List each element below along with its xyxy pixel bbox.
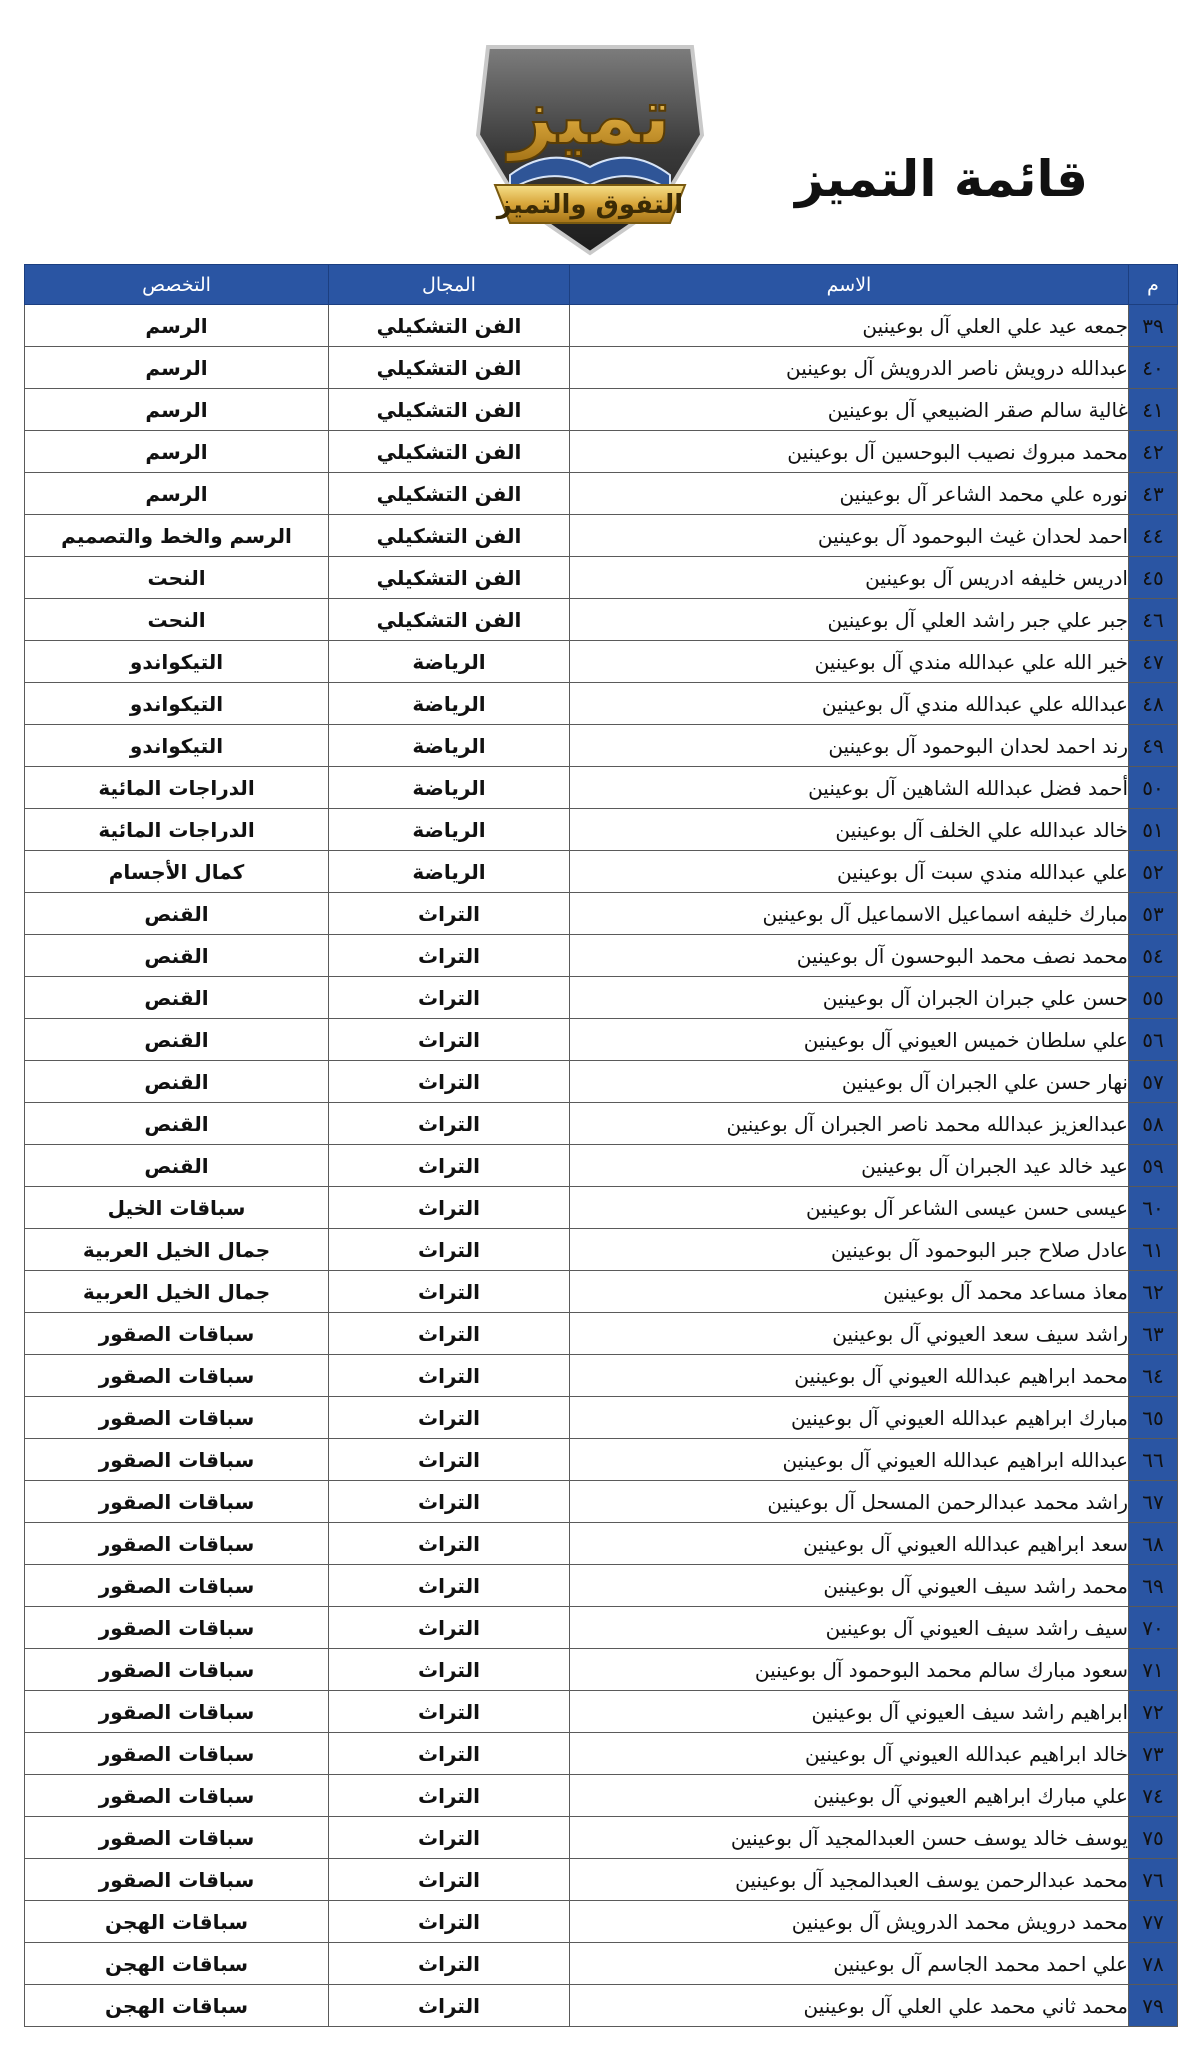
logo-sub-text: التفوق والتميز (496, 190, 684, 220)
table-row (25, 1775, 1178, 1817)
row-field: التراث (329, 1271, 570, 1313)
row-number: ٧٦ (1129, 1859, 1178, 1901)
table-row (25, 1565, 1178, 1607)
row-number: ٧٣ (1129, 1733, 1178, 1775)
row-specialization: سباقات الخيل (25, 1187, 329, 1229)
table-row (25, 893, 1178, 935)
row-name: أحمد فضل عبدالله الشاهين آل بوعينين (570, 767, 1129, 809)
row-specialization: القنص (25, 1061, 329, 1103)
row-number: ٧٢ (1129, 1691, 1178, 1733)
row-name: محمد عبدالرحمن يوسف العبدالمجيد آل بوعينين (570, 1859, 1129, 1901)
page-header (0, 0, 1200, 262)
table-row (25, 1019, 1178, 1061)
row-specialization: القنص (25, 893, 329, 935)
row-name: نهار حسن علي الجبران آل بوعينين (570, 1061, 1129, 1103)
row-specialization: التيكواندو (25, 725, 329, 767)
row-name: عبدالعزيز عبدالله محمد ناصر الجبران آل بوعينين (570, 1103, 1129, 1145)
row-number: ٥٤ (1129, 935, 1178, 977)
table-row (25, 1691, 1178, 1733)
row-name: جبر علي جبر راشد العلي آل بوعينين (570, 599, 1129, 641)
row-number: ٧٨ (1129, 1943, 1178, 1985)
row-specialization: الرسم (25, 305, 329, 347)
row-name: محمد نصف محمد البوحسون آل بوعينين (570, 935, 1129, 977)
row-field: التراث (329, 1943, 570, 1985)
row-number: ٧٠ (1129, 1607, 1178, 1649)
row-name: علي مبارك ابراهيم العيوني آل بوعينين (570, 1775, 1129, 1817)
row-specialization: جمال الخيل العربية (25, 1229, 329, 1271)
row-field: التراث (329, 1565, 570, 1607)
row-number: ٦٦ (1129, 1439, 1178, 1481)
row-field: الفن التشكيلي (329, 347, 570, 389)
row-specialization: الدراجات المائية (25, 767, 329, 809)
row-number: ٤٨ (1129, 683, 1178, 725)
row-specialization: سباقات الصقور (25, 1313, 329, 1355)
row-specialization: الرسم (25, 389, 329, 431)
table-row (25, 347, 1178, 389)
row-number: ٤٢ (1129, 431, 1178, 473)
row-specialization: كمال الأجسام (25, 851, 329, 893)
table-row (25, 1901, 1178, 1943)
row-specialization: سباقات الصقور (25, 1607, 329, 1649)
row-name: مبارك ابراهيم عبدالله العيوني آل بوعينين (570, 1397, 1129, 1439)
row-number: ٤٠ (1129, 347, 1178, 389)
row-name: محمد درويش محمد الدرويش آل بوعينين (570, 1901, 1129, 1943)
table-row (25, 683, 1178, 725)
row-number: ٥٩ (1129, 1145, 1178, 1187)
table-row (25, 1313, 1178, 1355)
table-row (25, 1817, 1178, 1859)
table-row (25, 977, 1178, 1019)
row-number: ٦٣ (1129, 1313, 1178, 1355)
row-specialization: القنص (25, 935, 329, 977)
table-row (25, 725, 1178, 767)
row-field: التراث (329, 1187, 570, 1229)
row-number: ٧٤ (1129, 1775, 1178, 1817)
excellence-table (24, 264, 1178, 2027)
row-specialization: النحت (25, 599, 329, 641)
row-name: علي عبدالله مندي سبت آل بوعينين (570, 851, 1129, 893)
row-name: عادل صلاح جبر البوحمود آل بوعينين (570, 1229, 1129, 1271)
row-name: محمد راشد سيف العيوني آل بوعينين (570, 1565, 1129, 1607)
row-field: التراث (329, 1817, 570, 1859)
table-row (25, 1523, 1178, 1565)
row-field: الرياضة (329, 851, 570, 893)
row-specialization: النحت (25, 557, 329, 599)
table-row (25, 1943, 1178, 1985)
table-row (25, 1607, 1178, 1649)
row-name: راشد سيف سعد العيوني آل بوعينين (570, 1313, 1129, 1355)
row-field: التراث (329, 1439, 570, 1481)
row-specialization: سباقات الصقور (25, 1775, 329, 1817)
table-header-row (25, 265, 1178, 305)
table-row (25, 1397, 1178, 1439)
row-name: محمد ثاني محمد علي العلي آل بوعينين (570, 1985, 1129, 2027)
row-number: ٦٢ (1129, 1271, 1178, 1313)
row-name: محمد مبروك نصيب البوحسين آل بوعينين (570, 431, 1129, 473)
row-field: التراث (329, 1313, 570, 1355)
table-row (25, 767, 1178, 809)
row-field: الفن التشكيلي (329, 515, 570, 557)
row-specialization: سباقات الصقور (25, 1649, 329, 1691)
row-field: الرياضة (329, 641, 570, 683)
row-field: التراث (329, 1397, 570, 1439)
row-number: ٥٠ (1129, 767, 1178, 809)
table-row (25, 557, 1178, 599)
row-specialization: سباقات الصقور (25, 1481, 329, 1523)
row-field: التراث (329, 1145, 570, 1187)
row-name: راشد محمد عبدالرحمن المسحل آل بوعينين (570, 1481, 1129, 1523)
row-number: ٥٥ (1129, 977, 1178, 1019)
row-field: الرياضة (329, 767, 570, 809)
row-specialization: التيكواندو (25, 683, 329, 725)
row-field: التراث (329, 1019, 570, 1061)
row-number: ٥٢ (1129, 851, 1178, 893)
row-field: التراث (329, 977, 570, 1019)
table-row (25, 1145, 1178, 1187)
table-row (25, 1649, 1178, 1691)
row-field: التراث (329, 1061, 570, 1103)
row-name: خالد عبدالله علي الخلف آل بوعينين (570, 809, 1129, 851)
row-number: ٦٨ (1129, 1523, 1178, 1565)
row-number: ٥٧ (1129, 1061, 1178, 1103)
row-name: معاذ مساعد محمد آل بوعينين (570, 1271, 1129, 1313)
row-name: جمعه عيد علي العلي آل بوعينين (570, 305, 1129, 347)
row-number: ٥١ (1129, 809, 1178, 851)
tamayuz-logo (470, 25, 710, 265)
row-number: ٧٩ (1129, 1985, 1178, 2027)
row-number: ٦٥ (1129, 1397, 1178, 1439)
row-field: التراث (329, 935, 570, 977)
row-specialization: القنص (25, 977, 329, 1019)
row-name: سيف راشد سيف العيوني آل بوعينين (570, 1607, 1129, 1649)
header-field: المجال (329, 265, 570, 305)
table-body (25, 305, 1178, 2027)
row-number: ٥٦ (1129, 1019, 1178, 1061)
row-field: التراث (329, 1103, 570, 1145)
row-number: ٤٤ (1129, 515, 1178, 557)
row-field: التراث (329, 1901, 570, 1943)
row-specialization: سباقات الصقور (25, 1523, 329, 1565)
row-specialization: القنص (25, 1019, 329, 1061)
row-specialization: سباقات الهجن (25, 1901, 329, 1943)
row-field: التراث (329, 1355, 570, 1397)
row-number: ٦١ (1129, 1229, 1178, 1271)
header-num: م (1129, 265, 1178, 305)
row-number: ٤١ (1129, 389, 1178, 431)
row-field: الفن التشكيلي (329, 473, 570, 515)
table-row (25, 1355, 1178, 1397)
row-number: ٦٤ (1129, 1355, 1178, 1397)
table-row (25, 1187, 1178, 1229)
row-number: ٤٩ (1129, 725, 1178, 767)
row-name: خير الله علي عبدالله مندي آل بوعينين (570, 641, 1129, 683)
row-number: ٤٧ (1129, 641, 1178, 683)
row-specialization: الرسم (25, 431, 329, 473)
row-name: ادريس خليفه ادريس آل بوعينين (570, 557, 1129, 599)
row-field: الفن التشكيلي (329, 599, 570, 641)
table-row (25, 1229, 1178, 1271)
row-name: عيسى حسن عيسى الشاعر آل بوعينين (570, 1187, 1129, 1229)
table-row (25, 1985, 1178, 2027)
row-field: التراث (329, 1775, 570, 1817)
row-number: ٧٥ (1129, 1817, 1178, 1859)
row-specialization: سباقات الصقور (25, 1355, 329, 1397)
table-row (25, 1439, 1178, 1481)
row-field: التراث (329, 1481, 570, 1523)
row-specialization: سباقات الهجن (25, 1943, 329, 1985)
row-number: ٦٠ (1129, 1187, 1178, 1229)
row-name: محمد ابراهيم عبدالله العيوني آل بوعينين (570, 1355, 1129, 1397)
table-row (25, 851, 1178, 893)
row-number: ٦٩ (1129, 1565, 1178, 1607)
row-specialization: سباقات الصقور (25, 1859, 329, 1901)
row-name: غالية سالم صقر الضبيعي آل بوعينين (570, 389, 1129, 431)
row-specialization: الرسم (25, 347, 329, 389)
table-row (25, 1103, 1178, 1145)
table-row (25, 1859, 1178, 1901)
row-field: الفن التشكيلي (329, 389, 570, 431)
row-field: التراث (329, 1607, 570, 1649)
row-specialization: التيكواندو (25, 641, 329, 683)
table-row (25, 305, 1178, 347)
row-name: يوسف خالد يوسف حسن العبدالمجيد آل بوعينين (570, 1817, 1129, 1859)
row-field: التراث (329, 1691, 570, 1733)
row-specialization: الرسم (25, 473, 329, 515)
table-row (25, 641, 1178, 683)
row-specialization: الرسم والخط والتصميم (25, 515, 329, 557)
table-row (25, 1481, 1178, 1523)
row-field: الفن التشكيلي (329, 557, 570, 599)
row-field: الفن التشكيلي (329, 305, 570, 347)
row-field: التراث (329, 1733, 570, 1775)
row-number: ٣٩ (1129, 305, 1178, 347)
row-specialization: سباقات الهجن (25, 1985, 329, 2027)
row-name: حسن علي جبران الجبران آل بوعينين (570, 977, 1129, 1019)
row-name: عبدالله علي عبدالله مندي آل بوعينين (570, 683, 1129, 725)
row-number: ٤٦ (1129, 599, 1178, 641)
table-row (25, 809, 1178, 851)
row-specialization: الدراجات المائية (25, 809, 329, 851)
row-name: رند احمد لحدان البوحمود آل بوعينين (570, 725, 1129, 767)
table-row (25, 473, 1178, 515)
row-number: ٥٨ (1129, 1103, 1178, 1145)
row-number: ٤٣ (1129, 473, 1178, 515)
row-specialization: سباقات الصقور (25, 1733, 329, 1775)
row-name: سعد ابراهيم عبدالله العيوني آل بوعينين (570, 1523, 1129, 1565)
page-title: قائمة التميز (795, 150, 1088, 208)
table-row (25, 389, 1178, 431)
header-name: الاسم (570, 265, 1129, 305)
table-row (25, 599, 1178, 641)
row-name: عيد خالد عيد الجبران آل بوعينين (570, 1145, 1129, 1187)
row-field: الرياضة (329, 809, 570, 851)
row-number: ٧١ (1129, 1649, 1178, 1691)
row-field: الفن التشكيلي (329, 431, 570, 473)
table-row (25, 431, 1178, 473)
row-number: ٥٣ (1129, 893, 1178, 935)
table-row (25, 1271, 1178, 1313)
row-field: التراث (329, 1649, 570, 1691)
row-specialization: سباقات الصقور (25, 1439, 329, 1481)
row-specialization: سباقات الصقور (25, 1691, 329, 1733)
row-field: التراث (329, 1229, 570, 1271)
row-number: ٧٧ (1129, 1901, 1178, 1943)
row-name: علي احمد محمد الجاسم آل بوعينين (570, 1943, 1129, 1985)
row-field: الرياضة (329, 725, 570, 767)
table-row (25, 515, 1178, 557)
row-specialization: جمال الخيل العربية (25, 1271, 329, 1313)
row-specialization: سباقات الصقور (25, 1565, 329, 1607)
row-field: التراث (329, 893, 570, 935)
table-row (25, 935, 1178, 977)
row-name: علي سلطان خميس العيوني آل بوعينين (570, 1019, 1129, 1061)
row-name: احمد لحدان غيث البوحمود آل بوعينين (570, 515, 1129, 557)
row-field: التراث (329, 1859, 570, 1901)
row-specialization: القنص (25, 1103, 329, 1145)
row-name: عبدالله درويش ناصر الدرويش آل بوعينين (570, 347, 1129, 389)
row-field: الرياضة (329, 683, 570, 725)
row-name: خالد ابراهيم عبدالله العيوني آل بوعينين (570, 1733, 1129, 1775)
table-row (25, 1061, 1178, 1103)
row-number: ٦٧ (1129, 1481, 1178, 1523)
row-specialization: سباقات الصقور (25, 1817, 329, 1859)
row-number: ٤٥ (1129, 557, 1178, 599)
row-specialization: القنص (25, 1145, 329, 1187)
logo-main-text: تميز (509, 72, 671, 162)
row-name: سعود مبارك سالم محمد البوحمود آل بوعينين (570, 1649, 1129, 1691)
row-name: نوره علي محمد الشاعر آل بوعينين (570, 473, 1129, 515)
row-name: ابراهيم راشد سيف العيوني آل بوعينين (570, 1691, 1129, 1733)
table-row (25, 1733, 1178, 1775)
row-field: التراث (329, 1985, 570, 2027)
row-name: مبارك خليفه اسماعيل الاسماعيل آل بوعينين (570, 893, 1129, 935)
row-specialization: سباقات الصقور (25, 1397, 329, 1439)
header-spec: التخصص (25, 265, 329, 305)
row-name: عبدالله ابراهيم عبدالله العيوني آل بوعينين (570, 1439, 1129, 1481)
row-field: التراث (329, 1523, 570, 1565)
